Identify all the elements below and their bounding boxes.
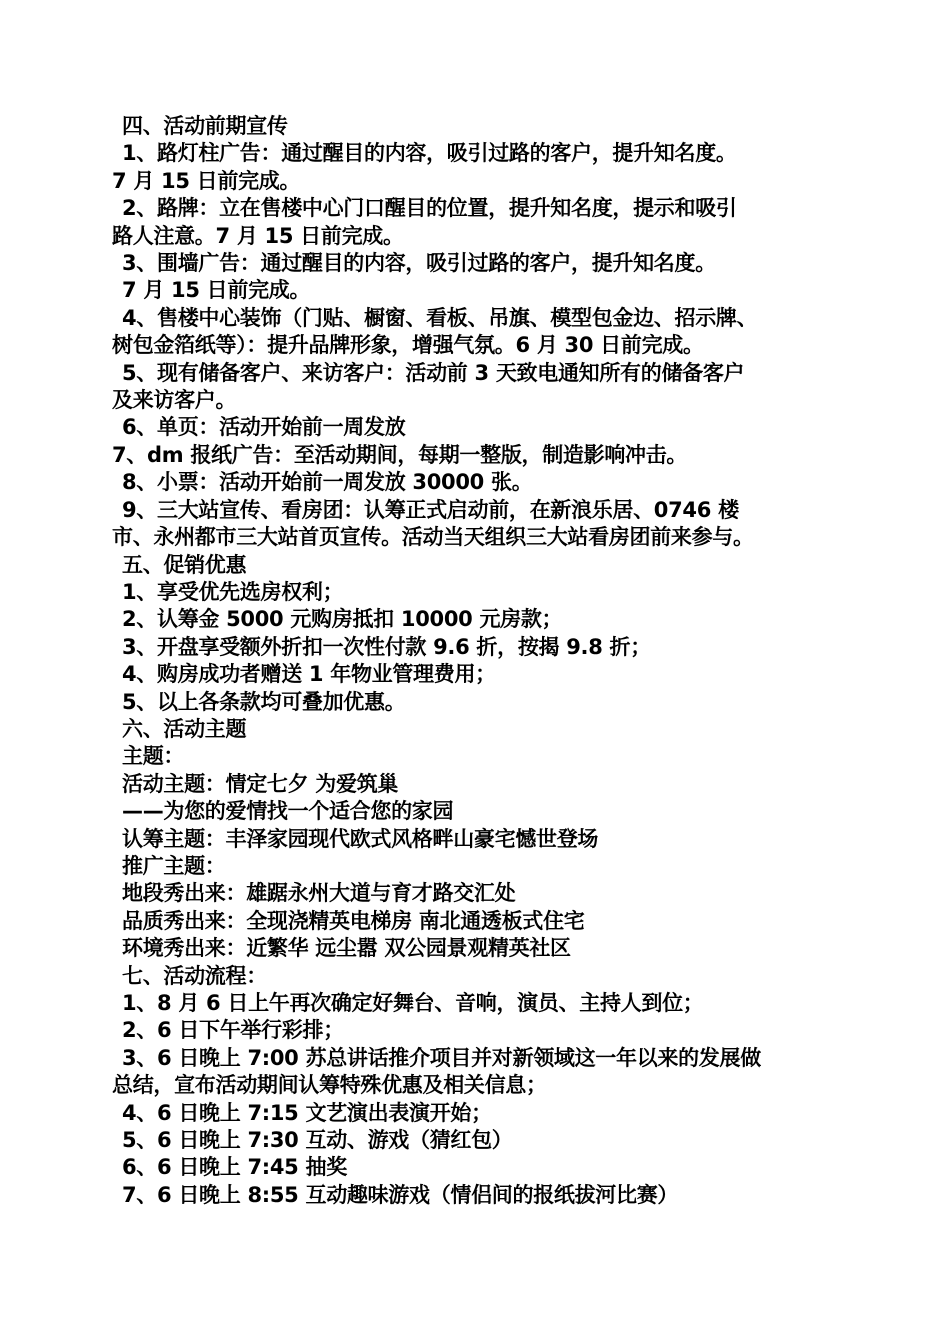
text-line: 3、6 日晚上 7:00 苏总讲话推介项目并对新领域这一年以来的发展做 [122,1045,761,1070]
text-line: 4、售楼中心装饰（门贴、橱窗、看板、吊旗、模型包金边、招示牌、 [122,305,758,330]
text-line: 1、享受优先选房权利； [122,579,344,604]
text-line: 活动主题：情定七夕 为爱筑巢 [122,771,399,796]
text-line: 4、6 日晚上 7:15 文艺演出表演开始； [122,1100,492,1125]
text-line: 2、认筹金 5000 元购房抵扣 10000 元房款； [122,607,563,632]
text-line: 7 月 15 日前完成。 [112,168,301,193]
text-line: 推广主题： [122,853,226,878]
text-line: 树包金箔纸等）：提升品牌形象，增强气氛。6 月 30 日前完成。 [112,333,704,358]
text-line: 1、8 月 6 日上午再次确定好舞台、音响，演员、主持人到位； [122,991,704,1015]
text-line: 6、单页：活动开始前一周发放 [122,415,406,440]
text-line: 市、永州都市三大站首页宣传。活动当天组织三大站看房团前来参与。 [112,525,754,550]
section-heading-discounts: 五、促销优惠 [122,552,247,577]
text-line: 4、购房成功者赠送 1 年物业管理费用； [122,662,496,687]
text-line: 7 月 15 日前完成。 [122,278,311,303]
text-line: 品质秀出来：全现浇精英电梯房 南北通透板式住宅 [122,908,585,933]
text-line: 2、路牌：立在售楼中心门口醒目的位置，提升知名度，提示和吸引 [122,196,737,221]
section-heading-theme: 六、活动主题 [122,716,247,741]
text-line: 环境秀出来：近繁华 远尘嚣 双公园景观精英社区 [122,936,571,961]
text-line: 主题： [122,744,185,769]
text-line: ——为您的爱情找一个适合您的家园 [122,799,454,824]
text-line: 5、6 日晚上 7:30 互动、游戏（猜红包） [122,1128,513,1153]
text-line: 3、开盘享受额外折扣一次性付款 9.6 折，按揭 9.8 折； [122,634,651,659]
text-line: 1、路灯柱广告：通过醒目的内容，吸引过路的客户，提升知名度。 [122,141,737,166]
section-heading-process: 七、活动流程： [122,963,267,988]
text-line: 7、dm 报纸广告：至活动期间，每期一整版，制造影响冲击。 [112,442,688,467]
text-line: 8、小票：活动开始前一周发放 30000 张。 [122,470,533,495]
text-line: 7、6 日晚上 8:55 互动趣味游戏（情侣间的报纸拔河比赛） [122,1182,679,1207]
text-line: 地段秀出来：雄踞永州大道与育才路交汇处 [122,881,516,906]
text-line: 及来访客户。 [112,388,237,413]
text-line: 5、现有储备客户、来访客户：活动前 3 天致电通知所有的储备客户 [122,360,745,385]
text-line: 2、6 日下午举行彩排； [122,1018,344,1043]
text-line: 6、6 日晚上 7:45 抽奖 [122,1155,347,1180]
text-line: 9、三大站宣传、看房团：认筹正式启动前，在新浪乐居、0746 楼 [122,497,739,522]
document-body [112,113,852,1209]
text-line: 3、围墙广告：通过醒目的内容，吸引过路的客户，提升知名度。 [122,251,716,276]
section-heading-promotion: 四、活动前期宣传 [122,114,288,138]
text-line: 认筹主题：丰泽家园现代欧式风格畔山豪宅憾世登场 [122,826,599,851]
text-line: 5、以上各条款均可叠加优惠。 [122,689,406,714]
text-line: 总结，宣布活动期间认筹特殊优惠及相关信息； [112,1073,547,1098]
text-line: 路人注意。7 月 15 日前完成。 [112,223,404,248]
